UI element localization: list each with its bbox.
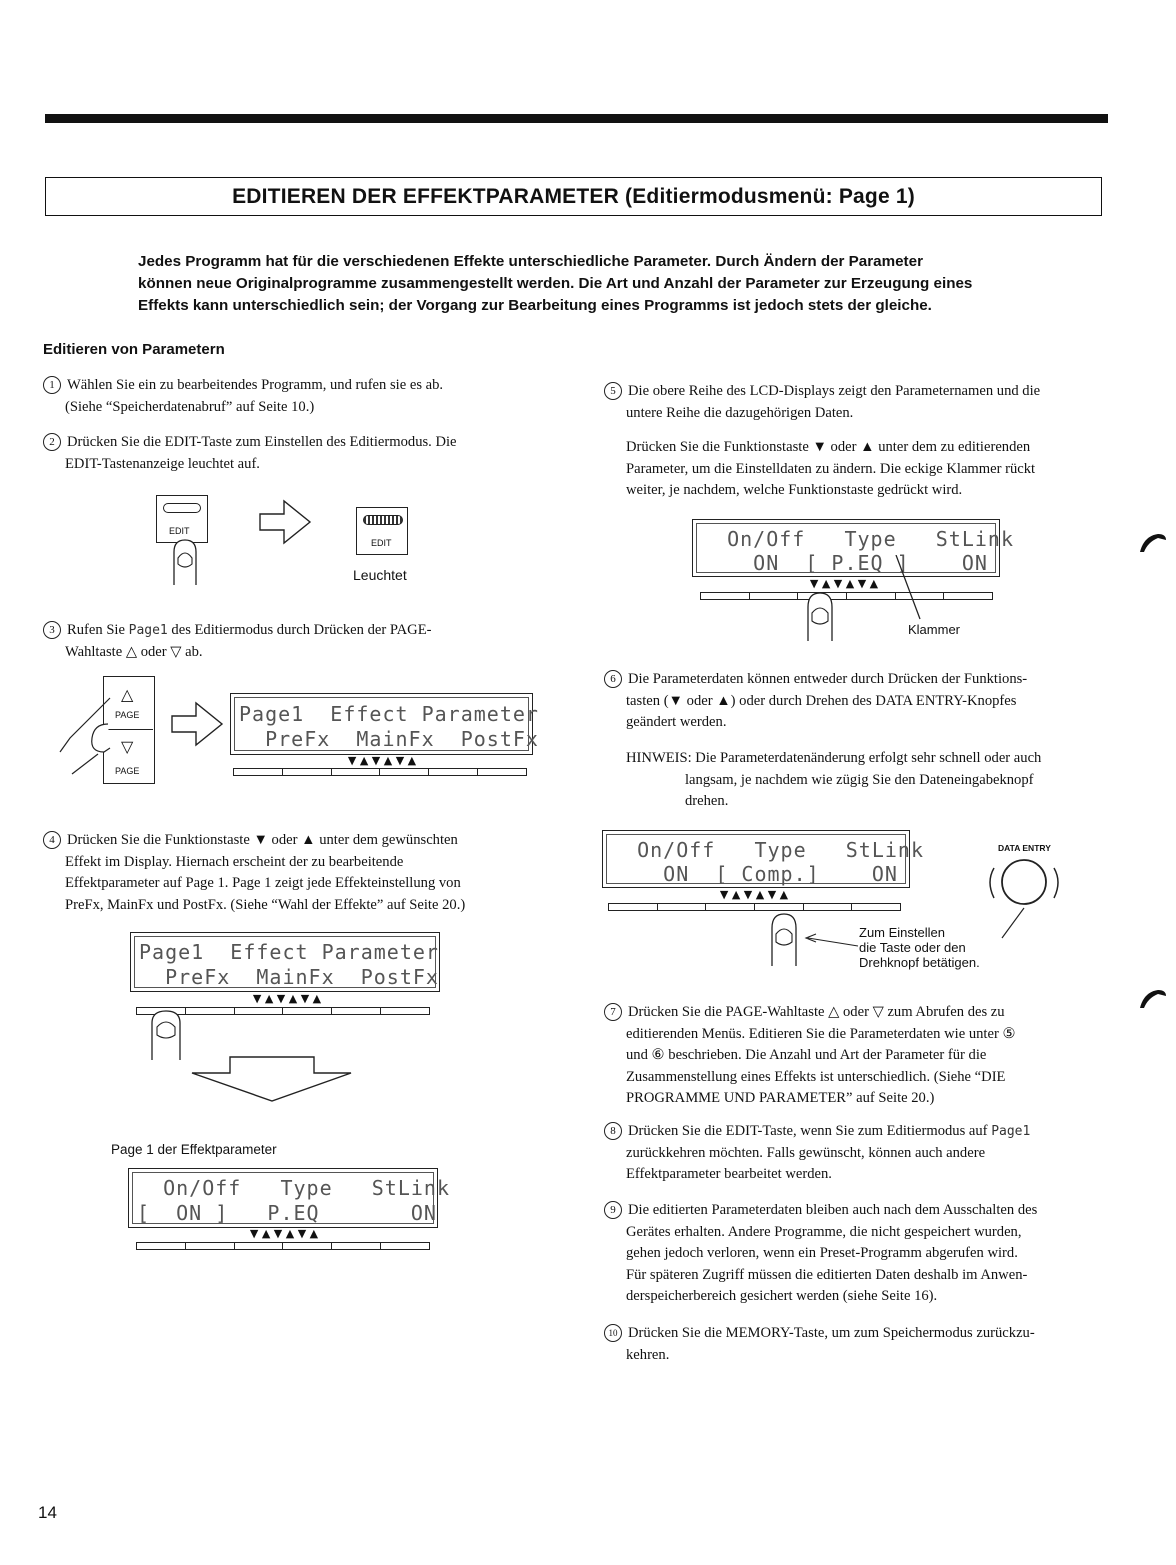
data-entry-label: DATA ENTRY xyxy=(998,843,1051,853)
step-text: und ⑥ beschrieben. Die Anzahl und Art der Parameter für die xyxy=(626,1047,987,1064)
step-number: 9 xyxy=(604,1201,622,1219)
function-key[interactable] xyxy=(185,1242,234,1250)
leuchtet-label: Leuchtet xyxy=(353,567,407,583)
step-text: Drücken Sie die EDIT-Taste zum Einstellen des Editiermodus. Die xyxy=(67,434,457,450)
page-number: 14 xyxy=(38,1503,57,1522)
function-key[interactable] xyxy=(234,1242,283,1250)
function-key[interactable] xyxy=(705,903,754,911)
margin-mark-icon xyxy=(1138,986,1168,1010)
step-text: Wählen Sie ein zu bearbeitendes Programm, und rufen sie es ab. xyxy=(67,377,444,393)
note-text: HINWEIS: Die Parameterdatenänderung erfolgt sehr schnell oder auch xyxy=(626,750,1042,766)
intro-line-3: Effekts kann unterschiedlich sein; der Vorgang zur Bearbeitung eines Programms ist jedoch stets der gleiche. xyxy=(138,297,932,314)
function-key[interactable] xyxy=(136,1242,185,1250)
lcd-line-1: On/Off Type StLink xyxy=(701,527,1014,551)
page-title: EDITIEREN DER EFFEKTPARAMETER (Editiermodusmenü: Page 1) xyxy=(232,185,915,208)
function-key[interactable] xyxy=(380,1242,430,1250)
function-key[interactable] xyxy=(185,1007,234,1015)
step-2 xyxy=(43,432,457,475)
function-key-arrows: ▼ ▲ ▼ ▲ ▼ ▲ xyxy=(809,577,879,590)
page-down-icon: ▽ xyxy=(121,739,134,756)
finger-icon xyxy=(148,1005,188,1061)
step-number: 5 xyxy=(604,382,622,400)
lcd-line-2: PreFx MainFx PostFx xyxy=(239,727,539,751)
step-text: PreFx, MainFx und PostFx. (Siehe “Wahl der Effekte” auf Seite 20.) xyxy=(65,896,466,913)
function-key[interactable] xyxy=(233,768,282,776)
function-key[interactable] xyxy=(282,1007,331,1015)
step-text: Effekt im Display. Hiernach erscheint der zu bearbeitende xyxy=(65,853,404,870)
step-number: 2 xyxy=(43,433,61,451)
step-text: Effektparameter auf Page 1. Page 1 zeigt jede Effekteinstellung von xyxy=(65,875,461,892)
inline-lcd-text: Page1 xyxy=(128,623,168,638)
section-subheading: Editieren von Parametern xyxy=(43,341,225,358)
step-text: Drücken Sie die Funktionstaste ▼ oder ▲ unter dem gewünschten xyxy=(67,832,458,848)
lcd-line-2: [ ON ] P.EQ ON xyxy=(137,1201,437,1225)
step-9 xyxy=(604,1200,1037,1308)
step-text: Zusammenstellung eines Effekts ist unterschiedlich. (Siehe “DIE xyxy=(626,1068,1006,1085)
step-text: untere Reihe die dazugehörigen Daten. xyxy=(626,404,854,421)
function-key[interactable] xyxy=(749,592,798,600)
step-text: Drücken Sie die MEMORY-Taste, um zum Speichermodus zurückzu- xyxy=(628,1325,1035,1341)
step-text: EDIT-Tastenanzeige leuchtet auf. xyxy=(65,455,260,472)
intro-line-2: können neue Originalprogramme zusammengestellt werden. Die Art und Anzahl der Parameter zur Erzeugung eines xyxy=(138,275,973,292)
lcd-line-1: Page1 Effect Parameter xyxy=(239,702,539,726)
zum-einstellen-line: Drehknopf betätigen. xyxy=(859,955,980,970)
zum-einstellen-text xyxy=(859,925,980,970)
lcd-line-2: PreFx MainFx PostFx xyxy=(139,965,439,989)
function-key-arrows: ▼ ▲ ▼ ▲ ▼ ▲ xyxy=(719,888,789,901)
edit-key-label: EDIT xyxy=(169,526,190,536)
function-key-arrows: ▼ ▲ ▼ ▲ ▼ ▲ xyxy=(347,754,417,767)
step-text: derspeicherbereich gesichert werden (siehe Seite 16). xyxy=(626,1288,938,1305)
arrow-right-icon xyxy=(170,700,226,748)
function-key-arrows: ▼ ▲ ▼ ▲ ▼ ▲ xyxy=(252,992,322,1005)
note-text: drehen. xyxy=(685,793,729,810)
inline-lcd-text: Page1 xyxy=(991,1124,1031,1139)
step-3 xyxy=(43,620,431,663)
step-text: Drücken Sie die EDIT-Taste, wenn Sie zum Editiermodus auf xyxy=(628,1123,992,1139)
lcd-display-page1 xyxy=(230,693,539,755)
edit-lit-label: EDIT xyxy=(371,538,392,548)
step-text: gehen jedoch verloren, wenn ein Preset-Programm abgerufen wird. xyxy=(626,1245,1018,1262)
zum-einstellen-line: Zum Einstellen xyxy=(859,925,945,940)
top-rule xyxy=(45,114,1108,123)
edit-key-lit-figure xyxy=(356,507,408,555)
step-text: tasten (▼ oder ▲) oder durch Drehen des DATA ENTRY-Knopfes xyxy=(626,692,1017,709)
lcd-line-1: On/Off Type StLink xyxy=(611,838,924,862)
function-key[interactable] xyxy=(234,1007,283,1015)
lcd-display-onoff xyxy=(128,1168,450,1228)
step-text: Rufen Sie xyxy=(67,622,129,638)
function-key[interactable] xyxy=(428,768,477,776)
step-text: Gerätes erhalten. Andere Programme, die nicht gespeichert wurden, xyxy=(626,1223,1022,1240)
function-key[interactable] xyxy=(379,768,428,776)
step-text: Die obere Reihe des LCD-Displays zeigt den Parameternamen und die xyxy=(628,383,1041,399)
step-number: 4 xyxy=(43,831,61,849)
function-key[interactable] xyxy=(282,768,331,776)
step-text: kehren. xyxy=(626,1346,670,1363)
page-up-icon: △ xyxy=(121,687,134,704)
hinweis-note xyxy=(626,748,1041,813)
lcd-line-2: ON [ P.EQ ] ON xyxy=(701,551,988,575)
function-key[interactable] xyxy=(331,1007,380,1015)
step-7 xyxy=(604,1002,1016,1110)
step-text: Effektparameter bearbeitet werden. xyxy=(626,1166,832,1183)
function-key[interactable] xyxy=(380,1007,430,1015)
step-text: Parameter, um die Einstelldaten zu ändern. Die eckige Klammer rückt xyxy=(626,460,1036,477)
lcd-line-2: ON [ Comp.] ON xyxy=(611,862,898,886)
function-key[interactable] xyxy=(331,768,380,776)
step-4 xyxy=(43,830,465,916)
step-number: 6 xyxy=(604,670,622,688)
data-entry-knob-icon[interactable] xyxy=(984,852,1064,942)
step-text: Drücken Sie die PAGE-Wahltaste △ oder ▽ zum Abrufen des zu xyxy=(628,1004,1005,1020)
function-key[interactable] xyxy=(282,1242,331,1250)
function-key-bar xyxy=(136,1242,430,1250)
step-text: Die editierten Parameterdaten bleiben auch nach dem Ausschalten des xyxy=(628,1202,1038,1218)
function-key[interactable] xyxy=(608,903,657,911)
arrow-right-icon xyxy=(258,498,314,546)
step-text: Drücken Sie die Funktionstaste ▼ oder ▲ unter dem zu editierenden xyxy=(626,439,1031,455)
step-text: geändert werden. xyxy=(626,714,727,731)
step-8 xyxy=(604,1121,1030,1186)
step-text: Für späteren Zugriff müssen die editierten Daten deshalb im Anwen- xyxy=(626,1266,1028,1283)
edit-led xyxy=(163,503,201,513)
step-number: 1 xyxy=(43,376,61,394)
step-5 xyxy=(604,381,1040,424)
function-key[interactable] xyxy=(657,903,706,911)
finger-icon xyxy=(58,690,114,776)
step-text: editierenden Menüs. Editieren Sie die Parameterdaten wie unter ⑤ xyxy=(626,1025,1016,1042)
step-number: 10 xyxy=(604,1324,622,1342)
step-text: weiter, je nachdem, welche Funktionstaste gedrückt wird. xyxy=(626,482,963,499)
finger-icon xyxy=(160,530,210,586)
page-down-label: PAGE xyxy=(115,766,140,776)
step-text: Die Parameterdaten können entweder durch Drücken der Funktions- xyxy=(628,671,1028,687)
function-key-bar xyxy=(233,768,527,776)
step-5-detail xyxy=(626,437,1035,502)
step-6 xyxy=(604,669,1027,734)
lcd-line-1: On/Off Type StLink xyxy=(137,1176,450,1200)
finger-icon xyxy=(760,898,860,968)
function-key[interactable] xyxy=(477,768,527,776)
step-number: 3 xyxy=(43,621,61,639)
step-10 xyxy=(604,1323,1035,1366)
step-text: PROGRAMME UND PARAMETER” auf Seite 20.) xyxy=(626,1090,935,1107)
step-text: (Siehe “Speicherdatenabruf” auf Seite 10.) xyxy=(65,398,315,415)
edit-led-lit xyxy=(363,515,403,525)
function-key[interactable] xyxy=(331,1242,380,1250)
title-box xyxy=(45,177,1102,216)
step-number: 8 xyxy=(604,1122,622,1140)
arrow-down-icon xyxy=(186,1055,356,1105)
page1-caption: Page 1 der Effektparameter xyxy=(111,1142,277,1157)
function-key[interactable] xyxy=(700,592,749,600)
klammer-label: Klammer xyxy=(908,622,961,637)
step-text: zurückkehren möchten. Falls gewünscht, können auch andere xyxy=(626,1144,986,1161)
zum-einstellen-line: die Taste oder den xyxy=(859,940,966,955)
lcd-display-comp xyxy=(602,830,924,888)
step-1 xyxy=(43,375,443,418)
note-text: langsam, je nachdem wie zügig Sie den Dateneingabeknopf xyxy=(685,771,1034,788)
page-up-label: PAGE xyxy=(115,710,140,720)
step-text: des Editiermodus durch Drücken der PAGE- xyxy=(167,622,432,638)
lcd-line-1: Page1 Effect Parameter xyxy=(139,940,439,964)
step-number: 7 xyxy=(604,1003,622,1021)
lcd-display-page1-step4 xyxy=(130,932,440,992)
margin-mark-icon xyxy=(1138,530,1168,554)
step-text: Wahltaste △ oder ▽ ab. xyxy=(65,643,203,660)
function-key[interactable] xyxy=(943,592,993,600)
intro-line-1: Jedes Programm hat für die verschiedenen Effekte unterschiedliche Parameter. Durch Ändern der Parameter xyxy=(138,253,923,270)
function-key-arrows: ▼ ▲ ▼ ▲ ▼ ▲ xyxy=(249,1227,319,1240)
